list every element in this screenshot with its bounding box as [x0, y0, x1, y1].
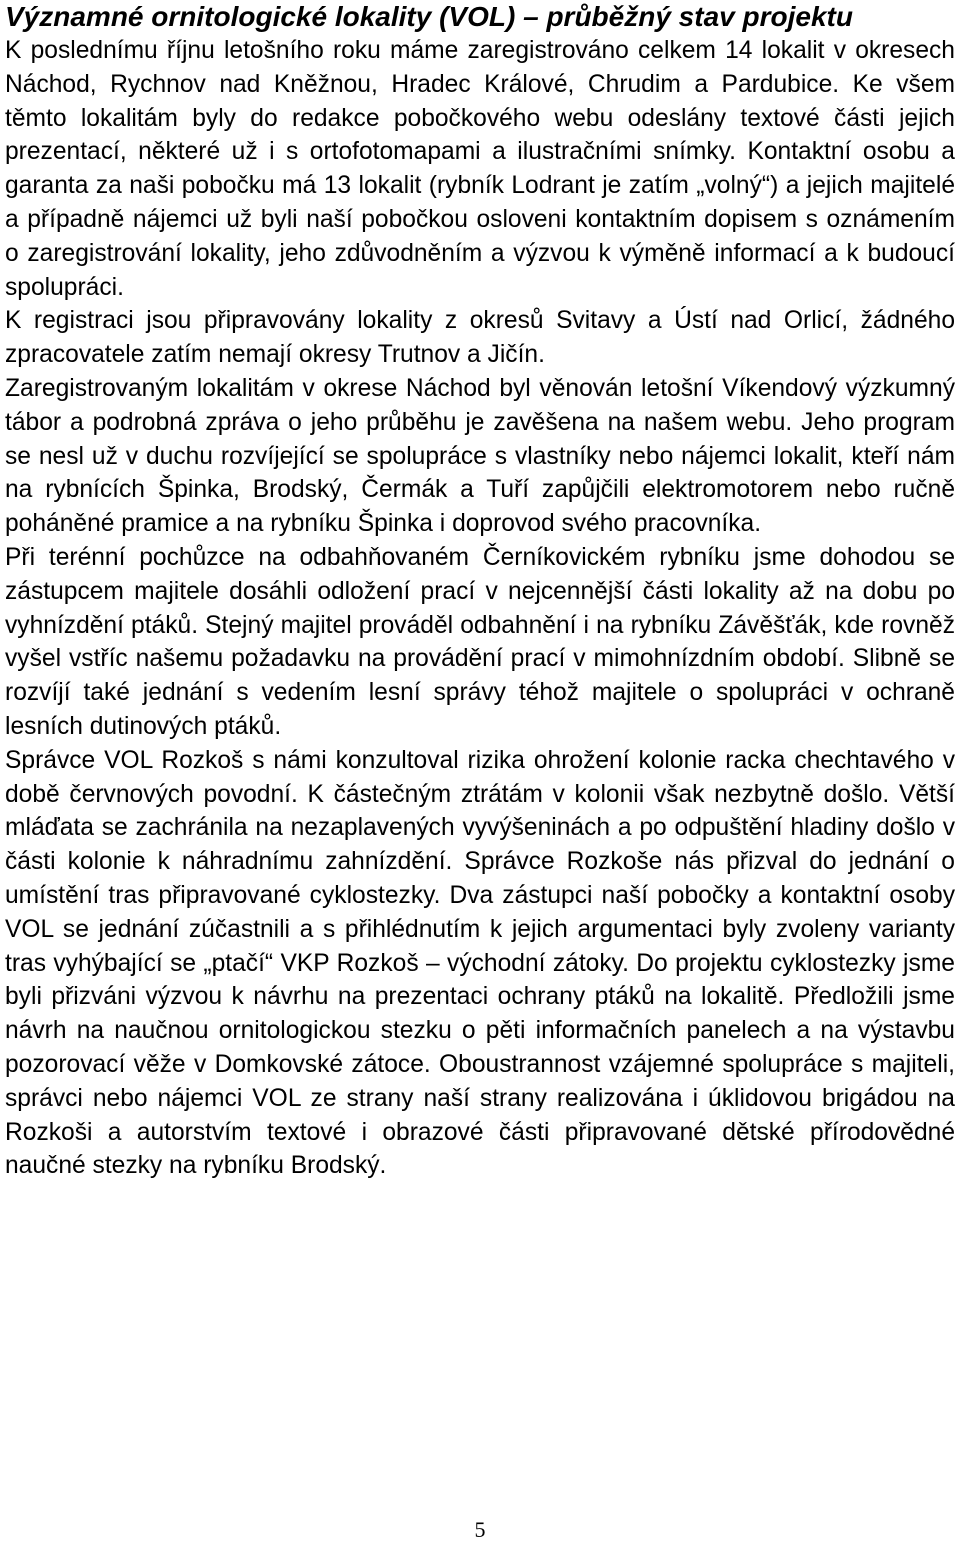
- page-number: 5: [474, 1517, 486, 1542]
- paragraph-fieldwork: Při terénní pochůzce na odbahňovaném Černíkovickém rybníku jsme dohodou se zástupcem majitele dosáhli odložení prací v nejcennější části lokality až na dobu po vyhnízdění ptáků. Stejný majitel prováděl odbahnění i na rybníku Závěšťák, kde rovněž vyšel vstříc našemu požadavku na provádění prací v mimohnízdním období. Slibně se rozvíjí také jednání s vedením lesní správy téhož majitele o spolupráci v ochraně lesních dutinových ptáků.: [5, 543, 955, 740]
- paragraph-rozkos: Správce VOL Rozkoš s námi konzultoval rizika ohrožení kolonie racka chechtavého v době červnových povodní. K částečným ztrátám v kolonii však nezbytně došlo. Větší mláďata se zachránila na nezaplavených vyvýšeninách a po odpuštění hladiny došlo v části kolonie k náhradnímu zahnízdění. Správce Rozkoše nás přizval do jednání o umístění tras připravované cyklostezky. Dva zástupci naší pobočky a kontaktní osoby VOL se jednání zúčastnili a s přihlédnutím k jejich argumentaci byly zvoleny varianty tras vyhýbající se „ptačí“ VKP Rozkoš – východní zátoky. Do projektu cyklostezky jsme byli přizváni výzvou k návrhu na prezentaci ochrany ptáků na lokalitě. Předložili jsme návrh na naučnou ornitologickou stezku o pěti informačních panelech a na výstavbu pozorovací věže v Domkovské zátoce. Oboustrannost vzájemné spolupráce s majiteli, správci nebo nájemci VOL ze strany naší strany realizována i úklidovou brigádou na Rozkoši a autorstvím textové i obrazové části připravované dětské přírodovědné naučné stezky na rybníku Brodský.: [5, 746, 955, 1180]
- paragraph-camp: Zaregistrovaným lokalitám v okrese Náchod byl věnován letošní Víkendový výzkumný tábor a podrobná zpráva o jeho průběhu je zavěšena na našem webu. Jeho program se nesl už v duchu rozvíjející se spolupráce s vlastníky nebo nájemci lokalit, kteří nám na rybnících Špinka, Brodský, Čermák a Tuří zapůjčili elektromotorem nebo ručně poháněné pramice a na rybníku Špinka i doprovod svého pracovníka.: [5, 374, 955, 538]
- paragraph-registration: K poslednímu říjnu letošního roku máme zaregistrováno celkem 14 lokalit v okresech Náchod, Rychnov nad Kněžnou, Hradec Králové, Chrudim a Pardubice. Ke všem těmto lokalitám byly do redakce pobočkového webu odeslány textové části jejich prezentací, některé už i s ortofotomapami a ilustračními snímky. Kontaktní osobu a garanta za naši pobočku má 13 lokalit (rybník Lodrant je zatím „volný“) a jejich majitelé a případně nájemci už byli naší pobočkou osloveni kontaktním dopisem s oznámením o zaregistrování lokality, jeho zdůvodněním a výzvou k výměně informací a k budoucí spolupráci.: [5, 37, 955, 301]
- document-title: Významné ornitologické lokality (VOL) – průběžný stav projektu: [5, 1, 853, 32]
- document-page: [5, 0, 955, 1183]
- paragraph-preparation: K registraci jsou připravovány lokality z okresů Svitavy a Ústí nad Orlicí, žádného zpracovatele zatím nemají okresy Trutnov a Jičín.: [5, 307, 955, 369]
